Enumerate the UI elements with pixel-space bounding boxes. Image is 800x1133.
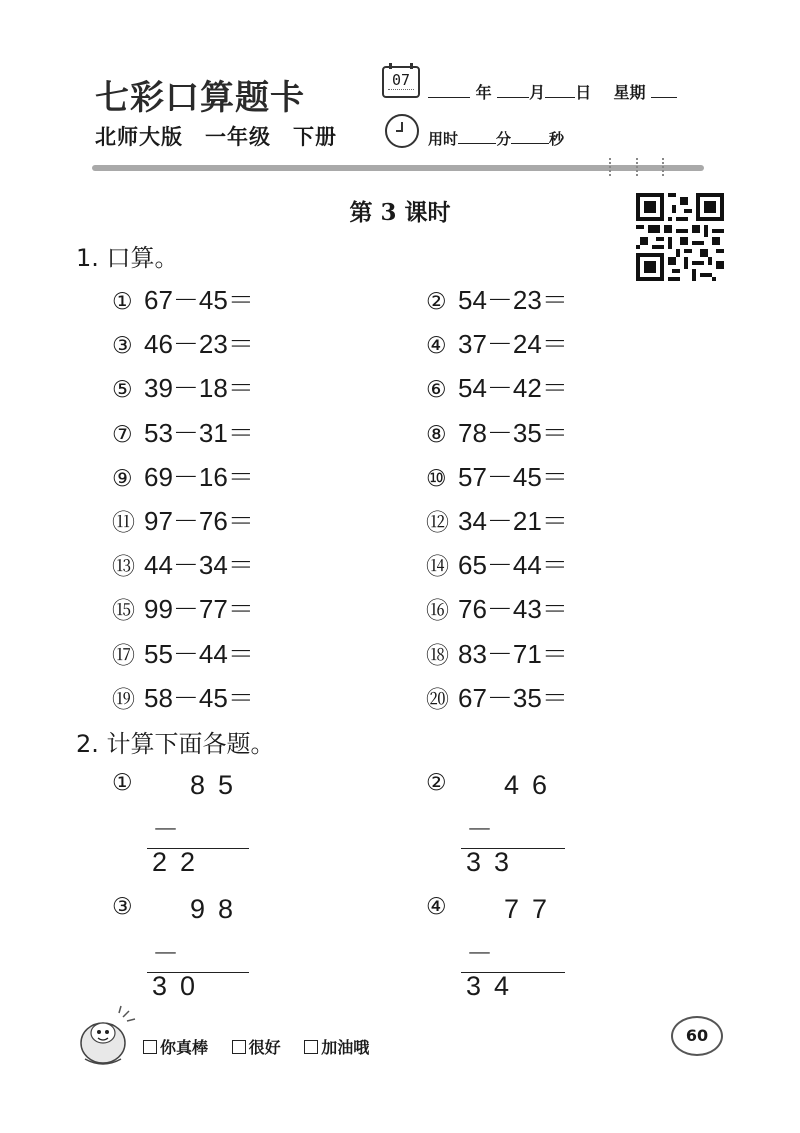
rating-good[interactable]: [232, 1038, 281, 1057]
problem-expression: 58－45＝: [144, 682, 254, 713]
oral-problem: [112, 457, 254, 494]
problem-number: ①: [112, 770, 133, 796]
problem-expression: 44－34＝: [144, 550, 254, 581]
divider-tick: [636, 158, 641, 176]
weekday-label: 星期: [613, 83, 646, 102]
oral-problem: [426, 501, 568, 538]
problem-expression: 39－18＝: [144, 373, 254, 404]
problem-expression: 99－77＝: [144, 594, 254, 625]
subtrahend: －33: [466, 815, 523, 877]
problem-expression: 76－43＝: [458, 594, 568, 625]
page-number: 60: [671, 1016, 723, 1056]
oral-problem: [426, 589, 568, 626]
oral-problem: [112, 678, 254, 715]
problem-expression: 78－35＝: [458, 417, 568, 448]
problem-expression: 67－35＝: [458, 682, 568, 713]
month-label: 月: [529, 83, 546, 102]
problem-expression: 67－45＝: [144, 285, 254, 315]
oral-problem: [112, 634, 254, 671]
subtrahend: －30: [152, 939, 209, 1001]
problem-expression: 97－76＝: [144, 506, 254, 536]
problem-expression: 65－44＝: [458, 550, 568, 581]
problem-expression: 57－45＝: [458, 461, 568, 492]
oral-problem: [112, 413, 254, 450]
divider-tick: [609, 158, 614, 176]
rating-excellent[interactable]: [143, 1038, 208, 1057]
second-label: 秒: [549, 130, 565, 148]
subtrahend: －22: [152, 815, 209, 877]
self-rating: [143, 1035, 387, 1058]
problem-expression: 34－21＝: [458, 506, 568, 536]
year-label: 年: [475, 83, 492, 102]
weekday-blank[interactable]: [651, 83, 677, 98]
rating-label: 你真棒: [160, 1038, 209, 1057]
rating-label: 加油哦: [321, 1038, 370, 1057]
problem-number: ⑲: [112, 686, 135, 713]
oral-problem: [426, 280, 568, 317]
minuend: 98: [190, 894, 247, 924]
section-1-title: 1. 口算。: [76, 244, 179, 272]
problem-number: ⑨: [112, 465, 133, 492]
checkbox[interactable]: [232, 1040, 246, 1054]
qr-code-icon[interactable]: [636, 193, 724, 281]
vertical-problem: [112, 894, 247, 1001]
year-blank[interactable]: [428, 83, 470, 98]
oral-problem: [426, 545, 568, 582]
problem-number: ⑪: [112, 510, 135, 536]
oral-problem: [112, 501, 254, 538]
calendar-number: 07: [391, 71, 411, 89]
day-blank[interactable]: [545, 83, 575, 98]
problem-number: ⑧: [426, 421, 447, 448]
problem-expression: 53－31＝: [144, 417, 254, 448]
problem-expression: 46－23＝: [144, 329, 254, 360]
problem-number: ⑰: [112, 642, 135, 669]
vertical-problem: [426, 894, 561, 1001]
problem-number: ⑦: [112, 421, 133, 448]
date-fill-line: [428, 80, 677, 103]
section-2-title: 2. 计算下面各题。: [76, 730, 275, 758]
problem-expression: 54－23＝: [458, 285, 568, 315]
rating-label: 很好: [248, 1038, 281, 1057]
oral-problem: [112, 280, 254, 317]
mascot-icon: [71, 1003, 141, 1071]
oral-problem: [426, 634, 568, 671]
oral-problem: [426, 324, 568, 361]
problem-number: ②: [426, 770, 447, 796]
time-used-label: 用时: [428, 130, 459, 148]
brand-logo: 七彩口算题卡: [95, 78, 305, 118]
second-blank[interactable]: [511, 129, 549, 144]
checkbox[interactable]: [304, 1040, 318, 1054]
minuend: 46: [504, 770, 561, 800]
oral-problem: [426, 413, 568, 450]
problem-number: ⑮: [112, 598, 135, 625]
problem-number: ④: [426, 333, 447, 360]
minute-blank[interactable]: [458, 129, 496, 144]
subtrahend: －34: [466, 939, 523, 1001]
problem-number: ⑯: [426, 598, 449, 625]
minute-label: 分: [496, 130, 512, 148]
problem-number: ③: [112, 333, 133, 360]
oral-problem: [426, 368, 568, 405]
oral-problem: [112, 589, 254, 626]
vertical-problem: [112, 770, 247, 877]
problem-number: ②: [426, 289, 447, 315]
rating-keep-going[interactable]: [304, 1038, 369, 1057]
problem-number: ⑱: [426, 642, 449, 669]
problem-expression: 37－24＝: [458, 329, 568, 360]
problem-number: ⑩: [426, 465, 447, 492]
oral-problem: [426, 678, 568, 715]
oral-problem: [112, 324, 254, 361]
month-blank[interactable]: [497, 83, 529, 98]
vertical-problem: [426, 770, 561, 877]
problem-number: ⑥: [426, 377, 447, 404]
problem-number: ⑳: [426, 686, 449, 713]
problem-expression: 55－44＝: [144, 638, 254, 669]
minuend: 85: [190, 770, 247, 800]
problem-number: ④: [426, 894, 447, 920]
time-fill-line: [428, 128, 564, 149]
problem-number: ⑬: [112, 554, 135, 581]
minuend: 77: [504, 894, 561, 924]
calendar-icon: [382, 66, 420, 98]
problem-expression: 54－42＝: [458, 373, 568, 404]
problem-number: ⑤: [112, 377, 133, 404]
oral-problem: [426, 457, 568, 494]
problem-number: ⑫: [426, 510, 449, 536]
problem-number: ⑭: [426, 554, 449, 581]
checkbox[interactable]: [143, 1040, 157, 1054]
problem-expression: 83－71＝: [458, 638, 568, 669]
oral-problem: [112, 545, 254, 582]
divider-tick: [662, 158, 667, 176]
lesson-title: 第 3 课时: [349, 199, 451, 226]
clock-icon: [385, 114, 419, 148]
edition-label: 北师大版 一年级 下册: [95, 125, 337, 149]
problem-number: ③: [112, 894, 133, 920]
day-label: 日: [575, 83, 592, 102]
problem-expression: 69－16＝: [144, 461, 254, 492]
problem-number: ①: [112, 289, 133, 315]
oral-problem: [112, 368, 254, 405]
